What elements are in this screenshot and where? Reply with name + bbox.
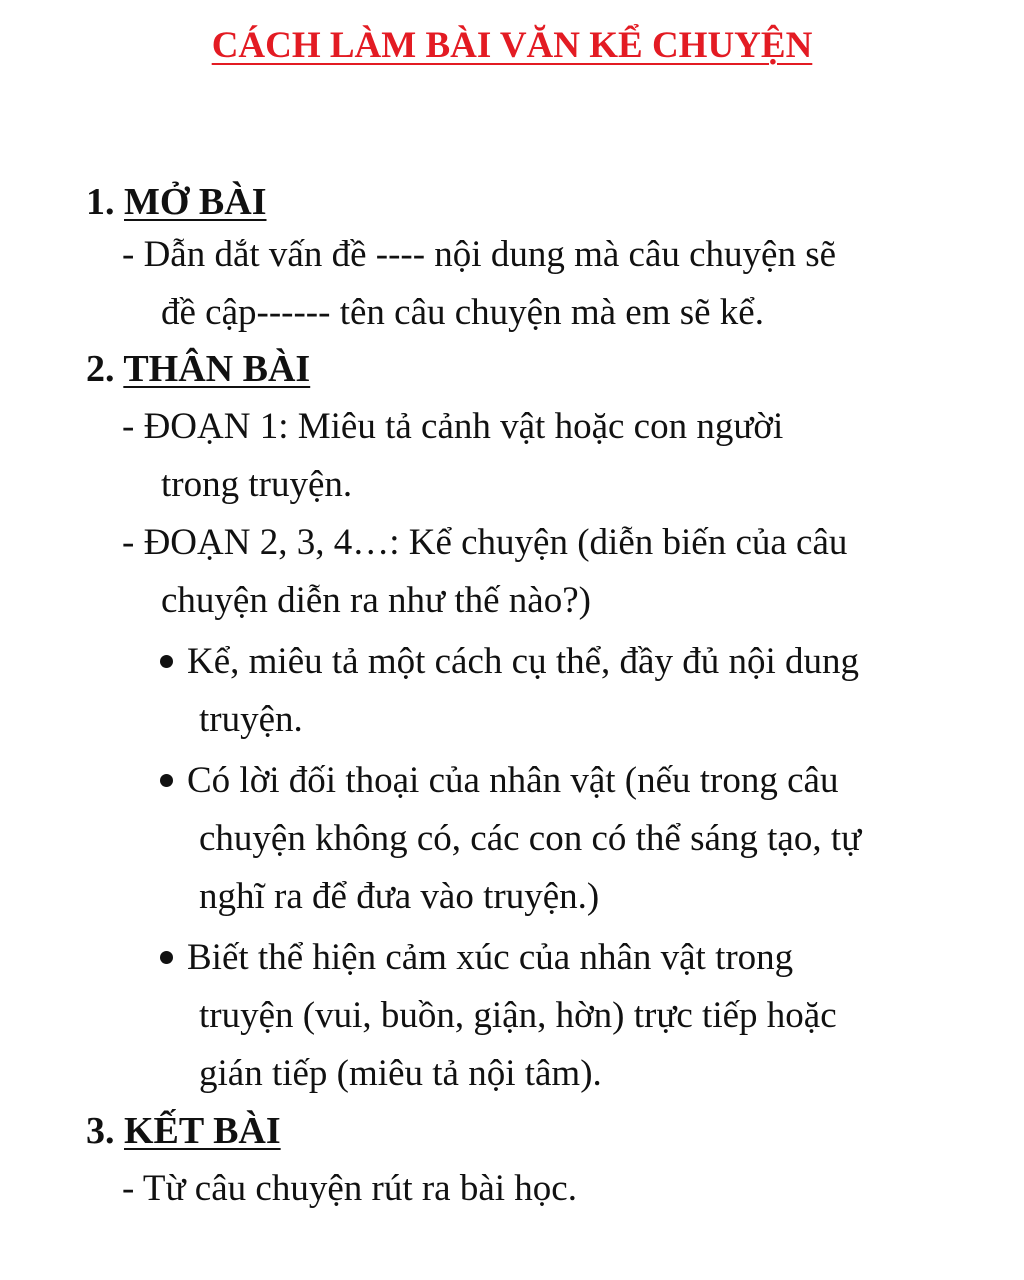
bullet-dot-icon [160,774,173,787]
section-title: KẾT BÀI [124,1110,281,1152]
doan-1-line: - ĐOẠN 1: Miêu tả cảnh vật hoặc con người [122,406,784,447]
bullet-text: Kể, miêu tả một cách cụ thể, đầy đủ nội dung [187,641,859,682]
bullet-text-cont: gián tiếp (miêu tả nội tâm). [199,1053,602,1094]
ket-bai-line: - Từ câu chuyện rút ra bài học. [122,1168,577,1209]
bullet-dot-icon [160,951,173,964]
mo-bai-line: - Dẫn dắt vấn đề ---- nội dung mà câu chuyện sẽ [122,234,837,275]
bullet-text: Có lời đối thoại của nhân vật (nếu trong câu [187,760,839,801]
section-number: 2. [86,348,115,390]
section-heading-than-bai [86,343,310,395]
doan-1-line: trong truyện. [161,464,353,505]
bullet-text-cont: truyện. [199,699,303,740]
bullet-text-cont: nghĩ ra để đưa vào truyện.) [199,876,600,917]
bullet-item [160,929,793,987]
section-number: 3. [86,1110,115,1152]
bullet-dot-icon [160,655,173,668]
title-text: CÁCH LÀM BÀI VĂN KỂ CHUYỆN [211,25,813,66]
section-title: THÂN BÀI [123,348,311,390]
page-title [0,22,1024,70]
bullet-text: Biết thể hiện cảm xúc của nhân vật trong [187,937,794,978]
section-heading-ket-bai [86,1105,281,1157]
bullet-item [160,633,859,691]
doan-2-line: - ĐOẠN 2, 3, 4…: Kể chuyện (diễn biến của câu [122,522,848,563]
doan-2-line: chuyện diễn ra như thế nào?) [161,580,591,621]
section-number: 1. [86,181,115,223]
bullet-text-cont: truyện (vui, buồn, giận, hờn) trực tiếp hoặc [199,995,837,1036]
section-heading-mo-bai [86,176,267,228]
section-title: MỞ BÀI [124,181,267,223]
mo-bai-line: đề cập------ tên câu chuyện mà em sẽ kể. [161,292,764,333]
bullet-item [160,752,838,810]
bullet-text-cont: chuyện không có, các con có thể sáng tạo, tự [199,818,862,859]
